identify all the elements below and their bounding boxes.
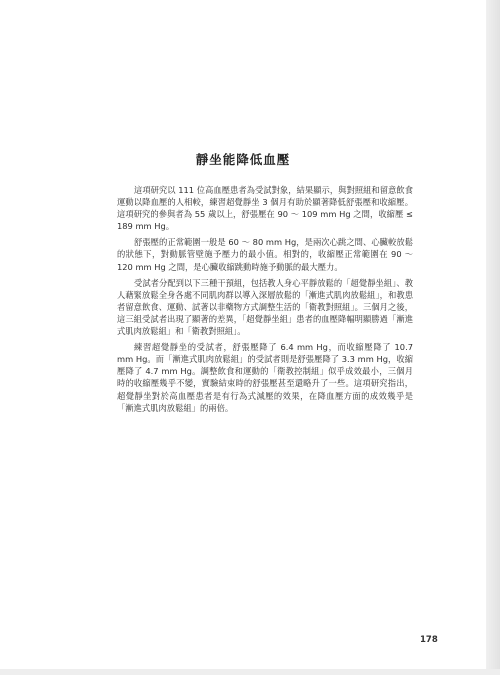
- paragraph-3: 受試者分配到以下三種干預組，包括教人身心平靜放鬆的「超覺靜坐組」、教人藉緊放鬆全身各處不同肌肉群以導入深層放鬆的「漸進式肌肉放鬆組」，和教患者留意飲食、運動、試著以非藥物方式調整生活的「衛教對照組」。三個月之後，這三組受試者出現了顯著的差異，「超覺靜坐組」患者的血壓降幅明顯勝過「漸進式肌肉放鬆組」和「衛教對照組」。: [117, 277, 413, 337]
- paragraph-2: 舒張壓的正常範圍一般是 60 ～ 80 mm Hg，是兩次心跳之間、心臟較放鬆的狀態下，對動脈管壁施予壓力的最小值。相對的，收縮壓正常範圍在 90 ～ 120 mm Hg 之間，是心臟收縮跳動時施予動脈的最大壓力。: [117, 237, 413, 272]
- page-title: 靜坐能降低血壓: [195, 152, 291, 167]
- page-bottom-edge: [0, 669, 500, 675]
- paragraph-1: 這項研究以 111 位高血壓患者為受試對象，結果顯示，與對照組和留意飲食運動以降血壓的人相較，練習超覺靜坐 3 個月有助於顯著降低舒張壓和收縮壓。這項研究的參與者為 55 歲以上，舒張壓在 90 ～ 109 mm Hg 之間，收縮壓 ≤ 189 mm Hg。: [117, 185, 413, 232]
- page-number: 178: [420, 635, 438, 645]
- paragraph-4: 練習超覺靜坐的受試者，舒張壓降了 6.4 mm Hg，而收縮壓降了 10.7 mm Hg。而「漸進式肌肉放鬆組」的受試者則是舒張壓降了 3.3 mm Hg，收縮壓降了 4.7 mm Hg。調整飲食和運動的「衛教控制組」似乎成效最小，三個月時的收縮壓幾乎不變，實驗結束時的舒張壓甚至還略升了一些。這項研究指出，超覺靜坐對於高血壓患者是有行為式減壓的效果，在降血壓方面的成效幾乎是「漸進式肌肉放鬆組」的兩倍。: [117, 342, 413, 413]
- page-edge-shadow: [486, 0, 500, 675]
- article-body: [117, 184, 413, 418]
